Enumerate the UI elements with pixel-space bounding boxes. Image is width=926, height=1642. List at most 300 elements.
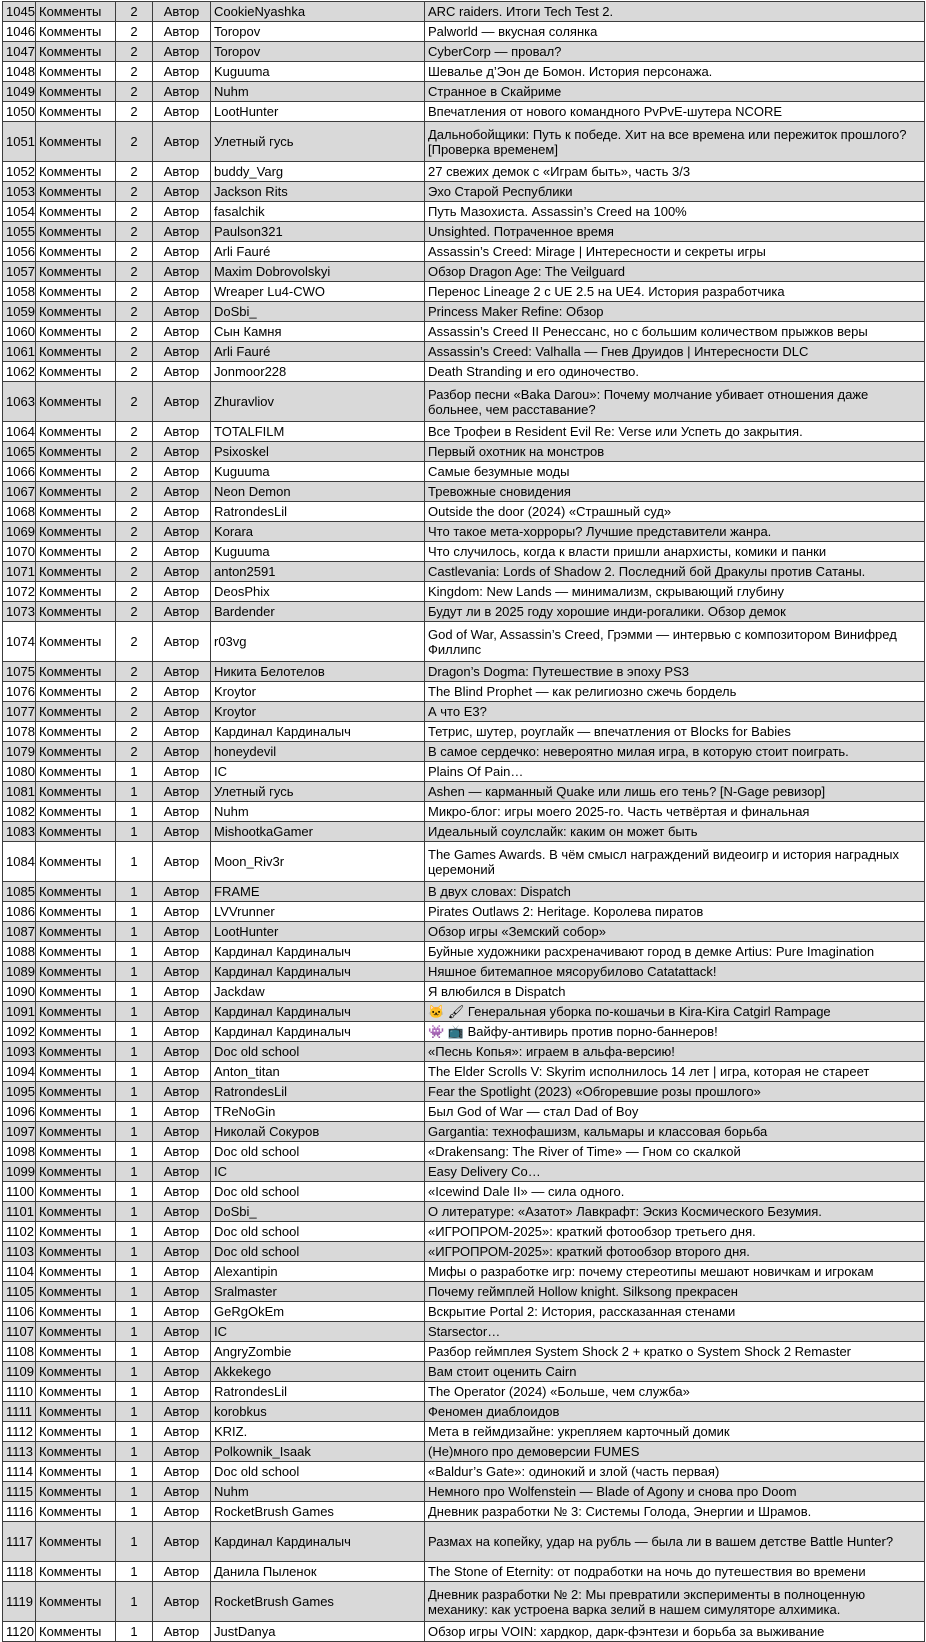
row-id-cell[interactable]: 1050 — [3, 102, 36, 122]
comments-label-cell[interactable]: Комменты — [36, 902, 116, 922]
comments-label-cell[interactable]: Комменты — [36, 622, 116, 662]
comment-count-cell[interactable]: 2 — [116, 442, 153, 462]
author-label-cell[interactable]: Автор — [153, 182, 211, 202]
author-label-cell[interactable]: Автор — [153, 202, 211, 222]
row-id-cell[interactable]: 1047 — [3, 42, 36, 62]
comments-label-cell[interactable]: Комменты — [36, 1482, 116, 1502]
comment-count-cell[interactable]: 1 — [116, 902, 153, 922]
author-label-cell[interactable]: Автор — [153, 342, 211, 362]
author-label-cell[interactable]: Автор — [153, 1002, 211, 1022]
row-id-cell[interactable]: 1051 — [3, 122, 36, 162]
author-name-cell[interactable]: Jackdaw — [211, 982, 425, 1002]
author-label-cell[interactable]: Автор — [153, 42, 211, 62]
comment-count-cell[interactable]: 1 — [116, 1102, 153, 1122]
author-name-cell[interactable]: Moon_Riv3r — [211, 842, 425, 882]
comment-count-cell[interactable]: 1 — [116, 1342, 153, 1362]
comment-count-cell[interactable]: 1 — [116, 1302, 153, 1322]
author-name-cell[interactable]: Doc old school — [211, 1462, 425, 1482]
author-name-cell[interactable]: LootHunter — [211, 922, 425, 942]
post-title-cell[interactable]: «Baldur’s Gate»: одинокий и злой (часть первая) — [425, 1462, 925, 1482]
row-id-cell[interactable]: 1064 — [3, 422, 36, 442]
author-name-cell[interactable]: Toropov — [211, 42, 425, 62]
author-name-cell[interactable]: Toropov — [211, 22, 425, 42]
row-id-cell[interactable]: 1112 — [3, 1422, 36, 1442]
author-name-cell[interactable]: Kuguuma — [211, 62, 425, 82]
author-name-cell[interactable]: Сын Камня — [211, 322, 425, 342]
author-name-cell[interactable]: RocketBrush Games — [211, 1502, 425, 1522]
comments-label-cell[interactable]: Комменты — [36, 1142, 116, 1162]
author-name-cell[interactable]: KRIZ. — [211, 1422, 425, 1442]
author-label-cell[interactable]: Автор — [153, 122, 211, 162]
author-name-cell[interactable]: Николай Сокуров — [211, 1122, 425, 1142]
row-id-cell[interactable]: 1081 — [3, 782, 36, 802]
author-label-cell[interactable]: Автор — [153, 1382, 211, 1402]
post-title-cell[interactable]: Princess Maker Refine: Обзор — [425, 302, 925, 322]
post-title-cell[interactable]: The Stone of Eternity: от подработки на ночь до путешествия во времени — [425, 1562, 925, 1582]
comment-count-cell[interactable]: 2 — [116, 22, 153, 42]
post-title-cell[interactable]: Вскрытие Portal 2: История, рассказанная стенами — [425, 1302, 925, 1322]
author-label-cell[interactable]: Автор — [153, 1102, 211, 1122]
author-label-cell[interactable]: Автор — [153, 1582, 211, 1622]
row-id-cell[interactable]: 1108 — [3, 1342, 36, 1362]
post-title-cell[interactable]: Мифы о разработке игр: почему стереотипы мешают новичкам и игрокам — [425, 1262, 925, 1282]
comments-label-cell[interactable]: Комменты — [36, 1262, 116, 1282]
row-id-cell[interactable]: 1105 — [3, 1282, 36, 1302]
comments-label-cell[interactable]: Комменты — [36, 582, 116, 602]
comments-label-cell[interactable]: Комменты — [36, 722, 116, 742]
row-id-cell[interactable]: 1101 — [3, 1202, 36, 1222]
comments-label-cell[interactable]: Комменты — [36, 1382, 116, 1402]
comments-label-cell[interactable]: Комменты — [36, 1202, 116, 1222]
author-name-cell[interactable]: Кардинал Кардиналыч — [211, 942, 425, 962]
author-name-cell[interactable]: Kroytor — [211, 682, 425, 702]
row-id-cell[interactable]: 1074 — [3, 622, 36, 662]
comments-label-cell[interactable]: Комменты — [36, 982, 116, 1002]
comment-count-cell[interactable]: 1 — [116, 982, 153, 1002]
comments-label-cell[interactable]: Комменты — [36, 202, 116, 222]
post-title-cell[interactable]: Easy Delivery Co… — [425, 1162, 925, 1182]
row-id-cell[interactable]: 1075 — [3, 662, 36, 682]
comments-label-cell[interactable]: Комменты — [36, 822, 116, 842]
post-title-cell[interactable]: Няшное битемапное мясорубилово Catatattack! — [425, 962, 925, 982]
post-title-cell[interactable]: Будут ли в 2025 году хорошие инди-рогалики. Обзор демок — [425, 602, 925, 622]
author-label-cell[interactable]: Автор — [153, 702, 211, 722]
author-label-cell[interactable]: Автор — [153, 942, 211, 962]
comments-label-cell[interactable]: Комменты — [36, 102, 116, 122]
row-id-cell[interactable]: 1072 — [3, 582, 36, 602]
author-name-cell[interactable]: Kuguuma — [211, 462, 425, 482]
post-title-cell[interactable]: Феномен диаблоидов — [425, 1402, 925, 1422]
row-id-cell[interactable]: 1116 — [3, 1502, 36, 1522]
author-label-cell[interactable]: Автор — [153, 82, 211, 102]
row-id-cell[interactable]: 1046 — [3, 22, 36, 42]
row-id-cell[interactable]: 1090 — [3, 982, 36, 1002]
row-id-cell[interactable]: 1067 — [3, 482, 36, 502]
author-label-cell[interactable]: Автор — [153, 782, 211, 802]
comments-label-cell[interactable]: Комменты — [36, 1402, 116, 1422]
row-id-cell[interactable]: 1117 — [3, 1522, 36, 1562]
post-title-cell[interactable]: Outside the door (2024) «Страшный суд» — [425, 502, 925, 522]
comment-count-cell[interactable]: 1 — [116, 782, 153, 802]
author-name-cell[interactable]: Arli Fauré — [211, 242, 425, 262]
author-name-cell[interactable]: DoSbi_ — [211, 302, 425, 322]
author-name-cell[interactable]: Zhuravliov — [211, 382, 425, 422]
author-label-cell[interactable]: Автор — [153, 442, 211, 462]
comments-label-cell[interactable]: Комменты — [36, 442, 116, 462]
comments-label-cell[interactable]: Комменты — [36, 422, 116, 442]
row-id-cell[interactable]: 1076 — [3, 682, 36, 702]
comment-count-cell[interactable]: 1 — [116, 882, 153, 902]
row-id-cell[interactable]: 1057 — [3, 262, 36, 282]
row-id-cell[interactable]: 1053 — [3, 182, 36, 202]
author-name-cell[interactable]: TReNoGin — [211, 1102, 425, 1122]
comments-label-cell[interactable]: Комменты — [36, 482, 116, 502]
author-label-cell[interactable]: Автор — [153, 802, 211, 822]
row-id-cell[interactable]: 1077 — [3, 702, 36, 722]
post-title-cell[interactable]: Идеальный соулслайк: каким он может быть — [425, 822, 925, 842]
author-label-cell[interactable]: Автор — [153, 362, 211, 382]
author-label-cell[interactable]: Автор — [153, 722, 211, 742]
author-name-cell[interactable]: Kroytor — [211, 702, 425, 722]
comments-label-cell[interactable]: Комменты — [36, 742, 116, 762]
row-id-cell[interactable]: 1096 — [3, 1102, 36, 1122]
row-id-cell[interactable]: 1098 — [3, 1142, 36, 1162]
author-name-cell[interactable]: Wreaper Lu4-CWO — [211, 282, 425, 302]
author-label-cell[interactable]: Автор — [153, 1162, 211, 1182]
author-label-cell[interactable]: Автор — [153, 222, 211, 242]
comment-count-cell[interactable]: 1 — [116, 1242, 153, 1262]
comments-label-cell[interactable]: Комменты — [36, 122, 116, 162]
post-title-cell[interactable]: В самое сердечко: невероятно милая игра, в которую стоит поиграть. — [425, 742, 925, 762]
author-label-cell[interactable]: Автор — [153, 62, 211, 82]
row-id-cell[interactable]: 1095 — [3, 1082, 36, 1102]
row-id-cell[interactable]: 1048 — [3, 62, 36, 82]
author-name-cell[interactable]: Neon Demon — [211, 482, 425, 502]
comments-label-cell[interactable]: Комменты — [36, 1362, 116, 1382]
comment-count-cell[interactable]: 1 — [116, 1262, 153, 1282]
comments-label-cell[interactable]: Комменты — [36, 1062, 116, 1082]
post-title-cell[interactable]: «ИГРОПРОМ-2025»: краткий фотообзор третьего дня. — [425, 1222, 925, 1242]
comments-label-cell[interactable]: Комменты — [36, 522, 116, 542]
comments-label-cell[interactable]: Комменты — [36, 962, 116, 982]
author-label-cell[interactable]: Автор — [153, 922, 211, 942]
comments-label-cell[interactable]: Комменты — [36, 602, 116, 622]
author-label-cell[interactable]: Автор — [153, 1022, 211, 1042]
author-name-cell[interactable]: RatrondesLil — [211, 1082, 425, 1102]
comment-count-cell[interactable]: 1 — [116, 1142, 153, 1162]
author-label-cell[interactable]: Автор — [153, 262, 211, 282]
comment-count-cell[interactable]: 2 — [116, 462, 153, 482]
author-name-cell[interactable]: FRAME — [211, 882, 425, 902]
row-id-cell[interactable]: 1071 — [3, 562, 36, 582]
author-label-cell[interactable]: Автор — [153, 982, 211, 1002]
post-title-cell[interactable]: Странное в Скайриме — [425, 82, 925, 102]
post-title-cell[interactable]: Pirates Outlaws 2: Heritage. Королева пиратов — [425, 902, 925, 922]
post-title-cell[interactable]: Мета в геймдизайне: укрепляем карточный домик — [425, 1422, 925, 1442]
comment-count-cell[interactable]: 2 — [116, 262, 153, 282]
post-title-cell[interactable]: Был God of War — стал Dad of Boy — [425, 1102, 925, 1122]
post-title-cell[interactable]: Что случилось, когда к власти пришли анархисты, комики и панки — [425, 542, 925, 562]
author-name-cell[interactable]: Кардинал Кардиналыч — [211, 962, 425, 982]
comment-count-cell[interactable]: 2 — [116, 682, 153, 702]
author-name-cell[interactable]: Doc old school — [211, 1242, 425, 1262]
post-title-cell[interactable]: Микро-блог: игры моего 2025-го. Часть четвёртая и финальная — [425, 802, 925, 822]
post-title-cell[interactable]: Дальнобойщики: Путь к победе. Хит на все времена или пережиток прошлого? [Проверка временем] — [425, 122, 925, 162]
author-name-cell[interactable]: DoSbi_ — [211, 1202, 425, 1222]
comments-label-cell[interactable]: Комменты — [36, 542, 116, 562]
author-name-cell[interactable]: Anton_titan — [211, 1062, 425, 1082]
post-title-cell[interactable]: Starsector… — [425, 1322, 925, 1342]
author-name-cell[interactable]: RocketBrush Games — [211, 1582, 425, 1622]
author-label-cell[interactable]: Автор — [153, 1562, 211, 1582]
post-title-cell[interactable]: В двух словах: Dispatch — [425, 882, 925, 902]
author-name-cell[interactable]: Данила Пыленок — [211, 1562, 425, 1582]
post-title-cell[interactable]: (Не)много про демоверсии FUMES — [425, 1442, 925, 1462]
author-label-cell[interactable]: Автор — [153, 1342, 211, 1362]
post-title-cell[interactable]: А что E3? — [425, 702, 925, 722]
author-label-cell[interactable]: Автор — [153, 662, 211, 682]
comment-count-cell[interactable]: 2 — [116, 42, 153, 62]
post-title-cell[interactable]: Впечатления от нового командного PvPvE-шутера NCORE — [425, 102, 925, 122]
post-title-cell[interactable]: Я влюбился в Dispatch — [425, 982, 925, 1002]
comments-label-cell[interactable]: Комменты — [36, 42, 116, 62]
comment-count-cell[interactable]: 2 — [116, 562, 153, 582]
author-label-cell[interactable]: Автор — [153, 1202, 211, 1222]
comments-label-cell[interactable]: Комменты — [36, 262, 116, 282]
comment-count-cell[interactable]: 1 — [116, 1202, 153, 1222]
row-id-cell[interactable]: 1061 — [3, 342, 36, 362]
row-id-cell[interactable]: 1058 — [3, 282, 36, 302]
author-label-cell[interactable]: Автор — [153, 282, 211, 302]
post-title-cell[interactable]: ARC raiders. Итоги Tech Test 2. — [425, 2, 925, 22]
post-title-cell[interactable]: Castlevania: Lords of Shadow 2. Последний бой Дракулы против Сатаны. — [425, 562, 925, 582]
post-title-cell[interactable]: The Games Awards. В чём смысл награждений видеоигр и история наградных церемоний — [425, 842, 925, 882]
row-id-cell[interactable]: 1085 — [3, 882, 36, 902]
comment-count-cell[interactable]: 1 — [116, 1442, 153, 1462]
comment-count-cell[interactable]: 2 — [116, 82, 153, 102]
comments-label-cell[interactable]: Комменты — [36, 1242, 116, 1262]
comment-count-cell[interactable]: 1 — [116, 1482, 153, 1502]
comments-label-cell[interactable]: Комменты — [36, 222, 116, 242]
author-name-cell[interactable]: fasalchik — [211, 202, 425, 222]
comment-count-cell[interactable]: 2 — [116, 602, 153, 622]
author-label-cell[interactable]: Автор — [153, 1422, 211, 1442]
comments-label-cell[interactable]: Комменты — [36, 1502, 116, 1522]
author-name-cell[interactable]: Doc old school — [211, 1142, 425, 1162]
comment-count-cell[interactable]: 2 — [116, 662, 153, 682]
author-label-cell[interactable]: Автор — [153, 1362, 211, 1382]
comments-label-cell[interactable]: Комменты — [36, 322, 116, 342]
author-label-cell[interactable]: Автор — [153, 22, 211, 42]
comment-count-cell[interactable]: 1 — [116, 842, 153, 882]
author-name-cell[interactable]: GeRgOkEm — [211, 1302, 425, 1322]
author-name-cell[interactable]: JustDanya — [211, 1622, 425, 1642]
comments-label-cell[interactable]: Комменты — [36, 2, 116, 22]
comment-count-cell[interactable]: 1 — [116, 1062, 153, 1082]
author-name-cell[interactable]: Kuguuma — [211, 542, 425, 562]
post-title-cell[interactable]: Fear the Spotlight (2023) «Обгоревшие розы прошлого» — [425, 1082, 925, 1102]
author-label-cell[interactable]: Автор — [153, 1122, 211, 1142]
author-label-cell[interactable]: Автор — [153, 502, 211, 522]
comments-label-cell[interactable]: Комменты — [36, 702, 116, 722]
row-id-cell[interactable]: 1082 — [3, 802, 36, 822]
row-id-cell[interactable]: 1107 — [3, 1322, 36, 1342]
comment-count-cell[interactable]: 2 — [116, 242, 153, 262]
comment-count-cell[interactable]: 1 — [116, 1422, 153, 1442]
author-name-cell[interactable]: Никита Белотелов — [211, 662, 425, 682]
post-title-cell[interactable]: The Blind Prophet — как религиозно сжечь бордель — [425, 682, 925, 702]
post-title-cell[interactable]: Обзор Dragon Age: The Veilguard — [425, 262, 925, 282]
row-id-cell[interactable]: 1097 — [3, 1122, 36, 1142]
author-label-cell[interactable]: Автор — [153, 882, 211, 902]
row-id-cell[interactable]: 1088 — [3, 942, 36, 962]
comments-label-cell[interactable]: Комменты — [36, 782, 116, 802]
row-id-cell[interactable]: 1054 — [3, 202, 36, 222]
author-name-cell[interactable]: Arli Fauré — [211, 342, 425, 362]
post-title-cell[interactable]: Assassin’s Creed: Valhalla — Гнев Друидов | Интересности DLC — [425, 342, 925, 362]
comment-count-cell[interactable]: 2 — [116, 422, 153, 442]
comment-count-cell[interactable]: 1 — [116, 1402, 153, 1422]
row-id-cell[interactable]: 1111 — [3, 1402, 36, 1422]
row-id-cell[interactable]: 1115 — [3, 1482, 36, 1502]
post-title-cell[interactable]: «Icewind Dale II» — сила одного. — [425, 1182, 925, 1202]
row-id-cell[interactable]: 1102 — [3, 1222, 36, 1242]
author-label-cell[interactable]: Автор — [153, 762, 211, 782]
author-label-cell[interactable]: Автор — [153, 562, 211, 582]
post-title-cell[interactable]: Kingdom: New Lands — минимализм, скрывающий глубину — [425, 582, 925, 602]
comment-count-cell[interactable]: 1 — [116, 1582, 153, 1622]
post-title-cell[interactable]: Самые безумные моды — [425, 462, 925, 482]
post-title-cell[interactable]: 27 свежих демок с «Играм быть», часть 3/3 — [425, 162, 925, 182]
comments-label-cell[interactable]: Комменты — [36, 242, 116, 262]
comments-label-cell[interactable]: Комменты — [36, 182, 116, 202]
comment-count-cell[interactable]: 1 — [116, 1622, 153, 1642]
comment-count-cell[interactable]: 1 — [116, 962, 153, 982]
author-name-cell[interactable]: Doc old school — [211, 1042, 425, 1062]
author-name-cell[interactable]: Кардинал Кардиналыч — [211, 1022, 425, 1042]
author-name-cell[interactable]: korobkus — [211, 1402, 425, 1422]
comments-label-cell[interactable]: Комменты — [36, 342, 116, 362]
row-id-cell[interactable]: 1091 — [3, 1002, 36, 1022]
author-name-cell[interactable]: buddy_Varg — [211, 162, 425, 182]
author-name-cell[interactable]: LVVrunner — [211, 902, 425, 922]
row-id-cell[interactable]: 1059 — [3, 302, 36, 322]
comment-count-cell[interactable]: 1 — [116, 1162, 153, 1182]
comment-count-cell[interactable]: 2 — [116, 542, 153, 562]
comment-count-cell[interactable]: 2 — [116, 222, 153, 242]
comments-label-cell[interactable]: Комменты — [36, 562, 116, 582]
author-name-cell[interactable]: LootHunter — [211, 102, 425, 122]
comment-count-cell[interactable]: 2 — [116, 62, 153, 82]
author-name-cell[interactable]: Bardender — [211, 602, 425, 622]
comments-label-cell[interactable]: Комменты — [36, 282, 116, 302]
comment-count-cell[interactable]: 2 — [116, 702, 153, 722]
post-title-cell[interactable]: Перенос Lineage 2 с UE 2.5 на UE4. История разработчика — [425, 282, 925, 302]
comment-count-cell[interactable]: 2 — [116, 742, 153, 762]
author-name-cell[interactable]: Paulson321 — [211, 222, 425, 242]
comments-label-cell[interactable]: Комменты — [36, 942, 116, 962]
author-name-cell[interactable]: Jonmoor228 — [211, 362, 425, 382]
comments-label-cell[interactable]: Комменты — [36, 1562, 116, 1582]
comment-count-cell[interactable]: 1 — [116, 1182, 153, 1202]
author-label-cell[interactable]: Автор — [153, 822, 211, 842]
author-label-cell[interactable]: Автор — [153, 422, 211, 442]
row-id-cell[interactable]: 1092 — [3, 1022, 36, 1042]
comment-count-cell[interactable]: 2 — [116, 202, 153, 222]
author-name-cell[interactable]: Polkownik_Isaak — [211, 1442, 425, 1462]
author-label-cell[interactable]: Автор — [153, 1062, 211, 1082]
post-title-cell[interactable]: «Drakensang: The River of Time» — Гном со скалкой — [425, 1142, 925, 1162]
comments-label-cell[interactable]: Комменты — [36, 762, 116, 782]
author-name-cell[interactable]: Nuhm — [211, 1482, 425, 1502]
post-title-cell[interactable]: «ИГРОПРОМ-2025»: краткий фотообзор второго дня. — [425, 1242, 925, 1262]
post-title-cell[interactable]: Первый охотник на монстров — [425, 442, 925, 462]
author-name-cell[interactable]: Maxim Dobrovolskyi — [211, 262, 425, 282]
comments-label-cell[interactable]: Комменты — [36, 462, 116, 482]
author-name-cell[interactable]: Alexantipin — [211, 1262, 425, 1282]
author-label-cell[interactable]: Автор — [153, 1302, 211, 1322]
author-name-cell[interactable]: Кардинал Кардиналыч — [211, 1002, 425, 1022]
post-title-cell[interactable]: Все Трофеи в Resident Evil Re: Verse или Успеть до закрытия. — [425, 422, 925, 442]
author-label-cell[interactable]: Автор — [153, 302, 211, 322]
post-title-cell[interactable]: Дневник разработки № 3: Системы Голода, Энергии и Шрамов. — [425, 1502, 925, 1522]
author-name-cell[interactable]: Jackson Rits — [211, 182, 425, 202]
comments-label-cell[interactable]: Комменты — [36, 682, 116, 702]
author-label-cell[interactable]: Автор — [153, 1182, 211, 1202]
post-title-cell[interactable]: Ashen — карманный Quake или лишь его тень? [N-Gage ревизор] — [425, 782, 925, 802]
row-id-cell[interactable]: 1069 — [3, 522, 36, 542]
row-id-cell[interactable]: 1086 — [3, 902, 36, 922]
comments-label-cell[interactable]: Комменты — [36, 922, 116, 942]
author-name-cell[interactable]: r03vg — [211, 622, 425, 662]
author-name-cell[interactable]: Psixoskel — [211, 442, 425, 462]
comments-label-cell[interactable]: Комменты — [36, 882, 116, 902]
comments-label-cell[interactable]: Комменты — [36, 1162, 116, 1182]
post-title-cell[interactable]: Plains Of Pain… — [425, 762, 925, 782]
comment-count-cell[interactable]: 1 — [116, 1042, 153, 1062]
author-name-cell[interactable]: Улетный гусь — [211, 122, 425, 162]
author-name-cell[interactable]: IC — [211, 1322, 425, 1342]
post-title-cell[interactable]: Разбор геймплея System Shock 2 + кратко о System Shock 2 Remaster — [425, 1342, 925, 1362]
comment-count-cell[interactable]: 2 — [116, 102, 153, 122]
comment-count-cell[interactable]: 2 — [116, 162, 153, 182]
author-label-cell[interactable]: Автор — [153, 2, 211, 22]
comments-label-cell[interactable]: Комменты — [36, 1182, 116, 1202]
author-label-cell[interactable]: Автор — [153, 902, 211, 922]
post-title-cell[interactable]: The Elder Scrolls V: Skyrim исполнилось 14 лет | игра, которая не стареет — [425, 1062, 925, 1082]
post-title-cell[interactable]: Unsighted. Потраченное время — [425, 222, 925, 242]
comments-label-cell[interactable]: Комменты — [36, 62, 116, 82]
post-title-cell[interactable]: Palworld — вкусная солянка — [425, 22, 925, 42]
row-id-cell[interactable]: 1083 — [3, 822, 36, 842]
comment-count-cell[interactable]: 2 — [116, 302, 153, 322]
comments-label-cell[interactable]: Комменты — [36, 162, 116, 182]
post-title-cell[interactable]: Тревожные сновидения — [425, 482, 925, 502]
comments-label-cell[interactable]: Комменты — [36, 802, 116, 822]
row-id-cell[interactable]: 1120 — [3, 1622, 36, 1642]
comments-label-cell[interactable]: Комменты — [36, 1442, 116, 1462]
author-name-cell[interactable]: RatrondesLil — [211, 502, 425, 522]
author-label-cell[interactable]: Автор — [153, 1242, 211, 1262]
comment-count-cell[interactable]: 1 — [116, 1282, 153, 1302]
comment-count-cell[interactable]: 1 — [116, 1082, 153, 1102]
author-label-cell[interactable]: Автор — [153, 1402, 211, 1422]
author-label-cell[interactable]: Автор — [153, 522, 211, 542]
row-id-cell[interactable]: 1100 — [3, 1182, 36, 1202]
post-title-cell[interactable]: Тетрис, шутер, роуглайк — впечатления от Blocks for Babies — [425, 722, 925, 742]
comments-label-cell[interactable]: Комменты — [36, 1022, 116, 1042]
post-title-cell[interactable]: Gargantia: технофашизм, кальмары и классовая борьба — [425, 1122, 925, 1142]
